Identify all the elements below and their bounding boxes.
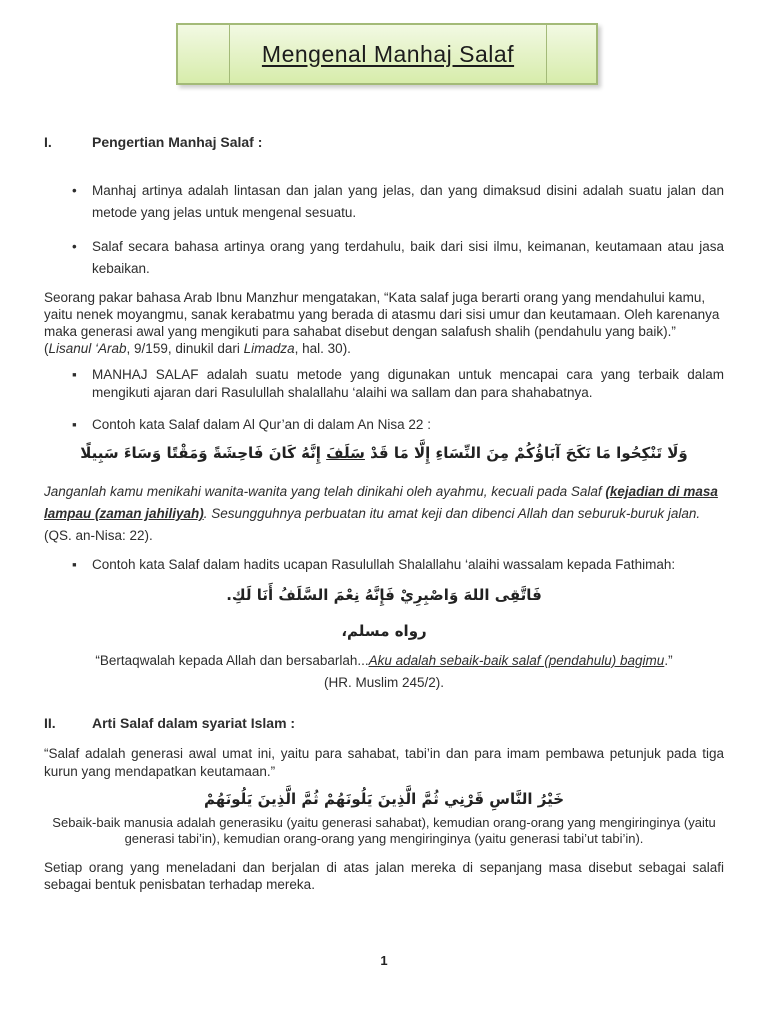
section-2-heading-label: Arti Salaf dalam syariat Islam : (92, 715, 296, 731)
bullet-manhaj-definition-text: Manhaj artinya adalah lintasan dan jalan yang jelas, dan yang dimaksud disini adalah suatu jalan dan metode yang jelas untuk mengenal sesuatu. (92, 183, 724, 220)
bullet-square-icon: ▪ (72, 557, 77, 572)
bullet-contoh-quran-text: Contoh kata Salaf dalam Al Qur’an di dalam An Nisa 22 : (92, 417, 431, 432)
title-box-right-cell (546, 25, 596, 83)
bullet-salaf-definition-text: Salaf secara bahasa artinya orang yang terdahulu, baik dari sisi ilmu, keimanan, keutamaan atau jasa kebaikan. (92, 239, 724, 276)
hadits-narrator: رواه مسلم، (341, 622, 427, 640)
quran-verse-salaf-word: سَلَفَ (326, 444, 365, 462)
bullet-contoh-hadits-text: Contoh kata Salaf dalam hadits ucapan Rasulullah Shalallahu ‘alaihi wassalam kepada Fathimah: (92, 557, 676, 572)
section-1-heading (44, 134, 724, 151)
verse-translation-text: Janganlah kamu menikahi wanita-wanita yang telah dinikahi oleh ayahmu, kecuali pada Salaf (44, 484, 606, 499)
hadits-khairunnas-translation: Sebaik-baik manusia adalah generasiku (yaitu generasi sahabat), kemudian orang-orang yang mengiringinya (yaitu generasi tabi’in), kemudian orang-orang yang mengiringinya (yaitu generasi tabi’ut tabi’in). (52, 815, 716, 846)
hadits-translation (44, 650, 724, 694)
paragraph-ibnu-manzhur (44, 289, 724, 357)
verse-translation-emphasis: (kejadian di masa lampau (zaman jahiliyah) (44, 484, 718, 521)
bullet-salaf-definition (44, 236, 724, 280)
quran-verse-arabic-text: إِنَّهُ كَانَ فَاحِشَةً وَمَقْتًا وَسَاءَ سَبِيلًا (80, 444, 327, 462)
section-2-number: II. (44, 715, 56, 731)
hadits-translation-text: .” (664, 653, 673, 668)
document-body (44, 134, 724, 893)
paragraph-salaf-generasi: “Salaf adalah generasi awal umat ini, yaitu para sahabat, tabi’in dan para imam pembawa petunjuk pada tiga kurun yang mendapatkan keutamaan.” (44, 746, 724, 779)
verse-translation (44, 481, 724, 547)
bullet-contoh-hadits (44, 554, 724, 576)
hadits-reference: (HR. Muslim 245/2). (323, 675, 445, 690)
bullet-manhaj-definition (44, 180, 724, 224)
page-number: 1 (380, 953, 388, 968)
quran-verse-arabic (44, 443, 724, 463)
bullet-contoh-quran (44, 416, 724, 434)
title-box (176, 23, 598, 85)
hadits-arabic: فَاتَّقِى اللهَ وَاصْبِرِيْ فَإِنَّهُ نِعْمَ السَّلَفُ أَنَا لَكِ. (226, 586, 542, 604)
bullet-dot-icon: • (72, 239, 77, 254)
book-title-limadza: Limadza (243, 341, 295, 356)
quran-verse-arabic-text: وَلَا تَنْكِحُوا مَا نَكَحَ آبَاؤُكُمْ مِنَ النِّسَاءِ إِلَّا مَا قَدْ (364, 444, 688, 462)
page-title: Mengenal Manhaj Salaf (261, 40, 515, 67)
verse-reference: (QS. an-Nisa: 22). (44, 528, 153, 543)
hadits-khairunnas-arabic: خَيْرُ النَّاسِ قَرْنِي ثُمَّ الَّذِينَ يَلُونَهُمْ ثُمَّ الَّذِينَ يَلُونَهُمْ (203, 790, 565, 808)
section-2-heading (44, 715, 724, 732)
bullet-manhaj-salaf-text: MANHAJ SALAF adalah suatu metode yang digunakan untuk mencapai cara yang terbaik dalam mengikuti ajaran dari Rasulullah shalallahu ‘alaihi wa sallam dan para shahabatnya. (92, 367, 724, 400)
section-1-number: I. (44, 134, 52, 150)
verse-translation-text: . Sesungguhnya perbuatan itu amat keji dan dibenci Allah dan seburuk-buruk jalan. (203, 506, 701, 521)
hadits-translation-emphasis: Aku adalah sebaik-baik salaf (pendahulu) bagimu (368, 653, 665, 668)
hadits-translation-text: “Bertaqwalah kepada Allah dan bersabarlah... (95, 653, 369, 668)
title-box-left-cell (178, 25, 230, 83)
paragraph-ibnu-manzhur-text: Seorang pakar bahasa Arab Ibnu Manzhur mengatakan, “Kata salaf juga berarti orang yang mendahului kamu, yaitu nenek moyangmu, sanak kerabatmu yang berada di atasmu dari sisi umur dan keutamaan. Oleh karenanya maka generasi awal yang mengikuti para sahabat disebut dengan salafush shalih (pendahulu yang baik).” ( (44, 290, 720, 356)
bullet-manhaj-salaf (44, 366, 724, 402)
paragraph-ibnu-manzhur-text: , hal. 30). (294, 341, 351, 356)
title-box-main-cell (230, 25, 546, 83)
bullet-square-icon: ▪ (72, 417, 77, 432)
closing-paragraph: Setiap orang yang meneladani dan berjalan di atas jalan mereka di sepanjang masa disebut sebagai salafi sebagai bentuk penisbatan terhadap mereka. (44, 860, 724, 892)
book-title-lisanul-arab: Lisanul ‘Arab (48, 341, 127, 356)
section-1-heading-label: Pengertian Manhaj Salaf : (92, 134, 263, 150)
bullet-dot-icon: • (72, 183, 77, 198)
bullet-square-icon: ▪ (72, 367, 77, 382)
paragraph-ibnu-manzhur-text: , 9/159, dinukil dari (126, 341, 244, 356)
